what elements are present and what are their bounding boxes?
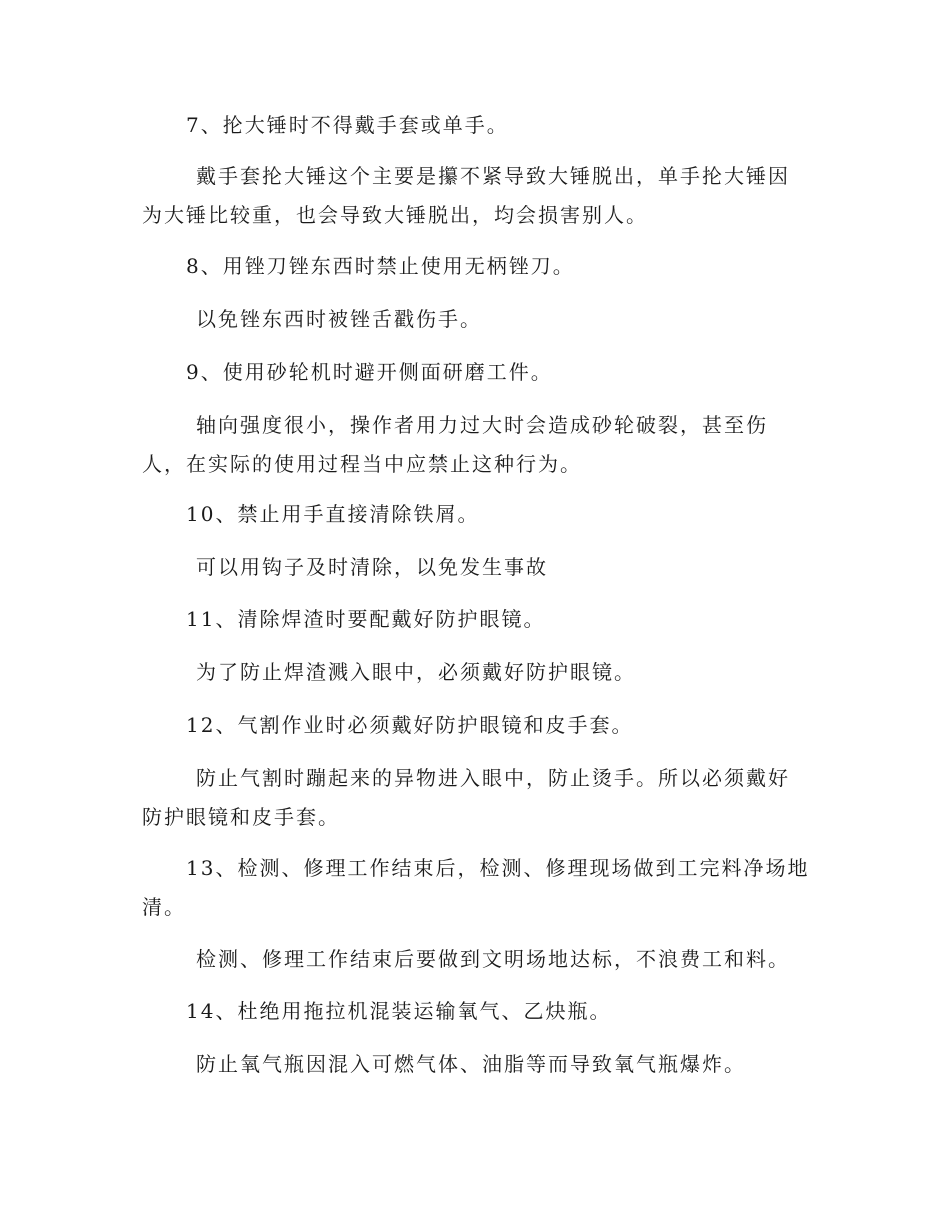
rule-explanation-9: 轴向强度很小，操作者用力过大时会造成砂轮破裂，甚至伤人，在实际的使用过程当中应禁止这种行为。 <box>142 413 768 476</box>
rule-explanation-13: 检测、修理工作结束后要做到文明场地达标，不浪费工和料。 <box>196 947 790 971</box>
rule-explanation-7: 戴手套抡大锤这个主要是攥不紧导致大锤脱出，单手抡大锤因为大锤比较重，也会导致大锤脱出，均会损害别人。 <box>142 164 790 227</box>
rule-heading-11: 11、清除焊渣时要配戴好防护眼镜。 <box>186 607 546 631</box>
rule-explanation-11: 为了防止焊渣溅入眼中，必须戴好防护眼镜。 <box>196 660 636 684</box>
rule-heading-7: 7、抡大锤时不得戴手套或单手。 <box>186 113 509 137</box>
rule-heading-8: 8、用锉刀锉东西时禁止使用无柄锉刀。 <box>186 254 575 278</box>
rule-heading-10: 10、禁止用手直接清除铁屑。 <box>186 502 480 526</box>
rule-explanation-12: 防止气割时蹦起来的异物进入眼中，防止烫手。所以必须戴好防护眼镜和皮手套。 <box>142 766 790 829</box>
rule-heading-14: 14、杜绝用拖拉机混装运输氧气、乙炔瓶。 <box>186 999 612 1023</box>
rule-heading-9: 9、使用砂轮机时避开侧面研磨工件。 <box>186 360 553 384</box>
rule-explanation-14: 防止氧气瓶因混入可燃气体、油脂等而导致氧气瓶爆炸。 <box>196 1052 746 1076</box>
rule-explanation-8: 以免锉东西时被锉舌戳伤手。 <box>196 307 482 331</box>
rule-explanation-10: 可以用钩子及时清除，以免发生事故 <box>196 555 548 579</box>
rule-heading-13: 13、检测、修理工作结束后，检测、修理现场做到工完料净场地清。 <box>142 856 810 919</box>
rule-heading-12: 12、气割作业时必须戴好防护眼镜和皮手套。 <box>186 713 634 737</box>
